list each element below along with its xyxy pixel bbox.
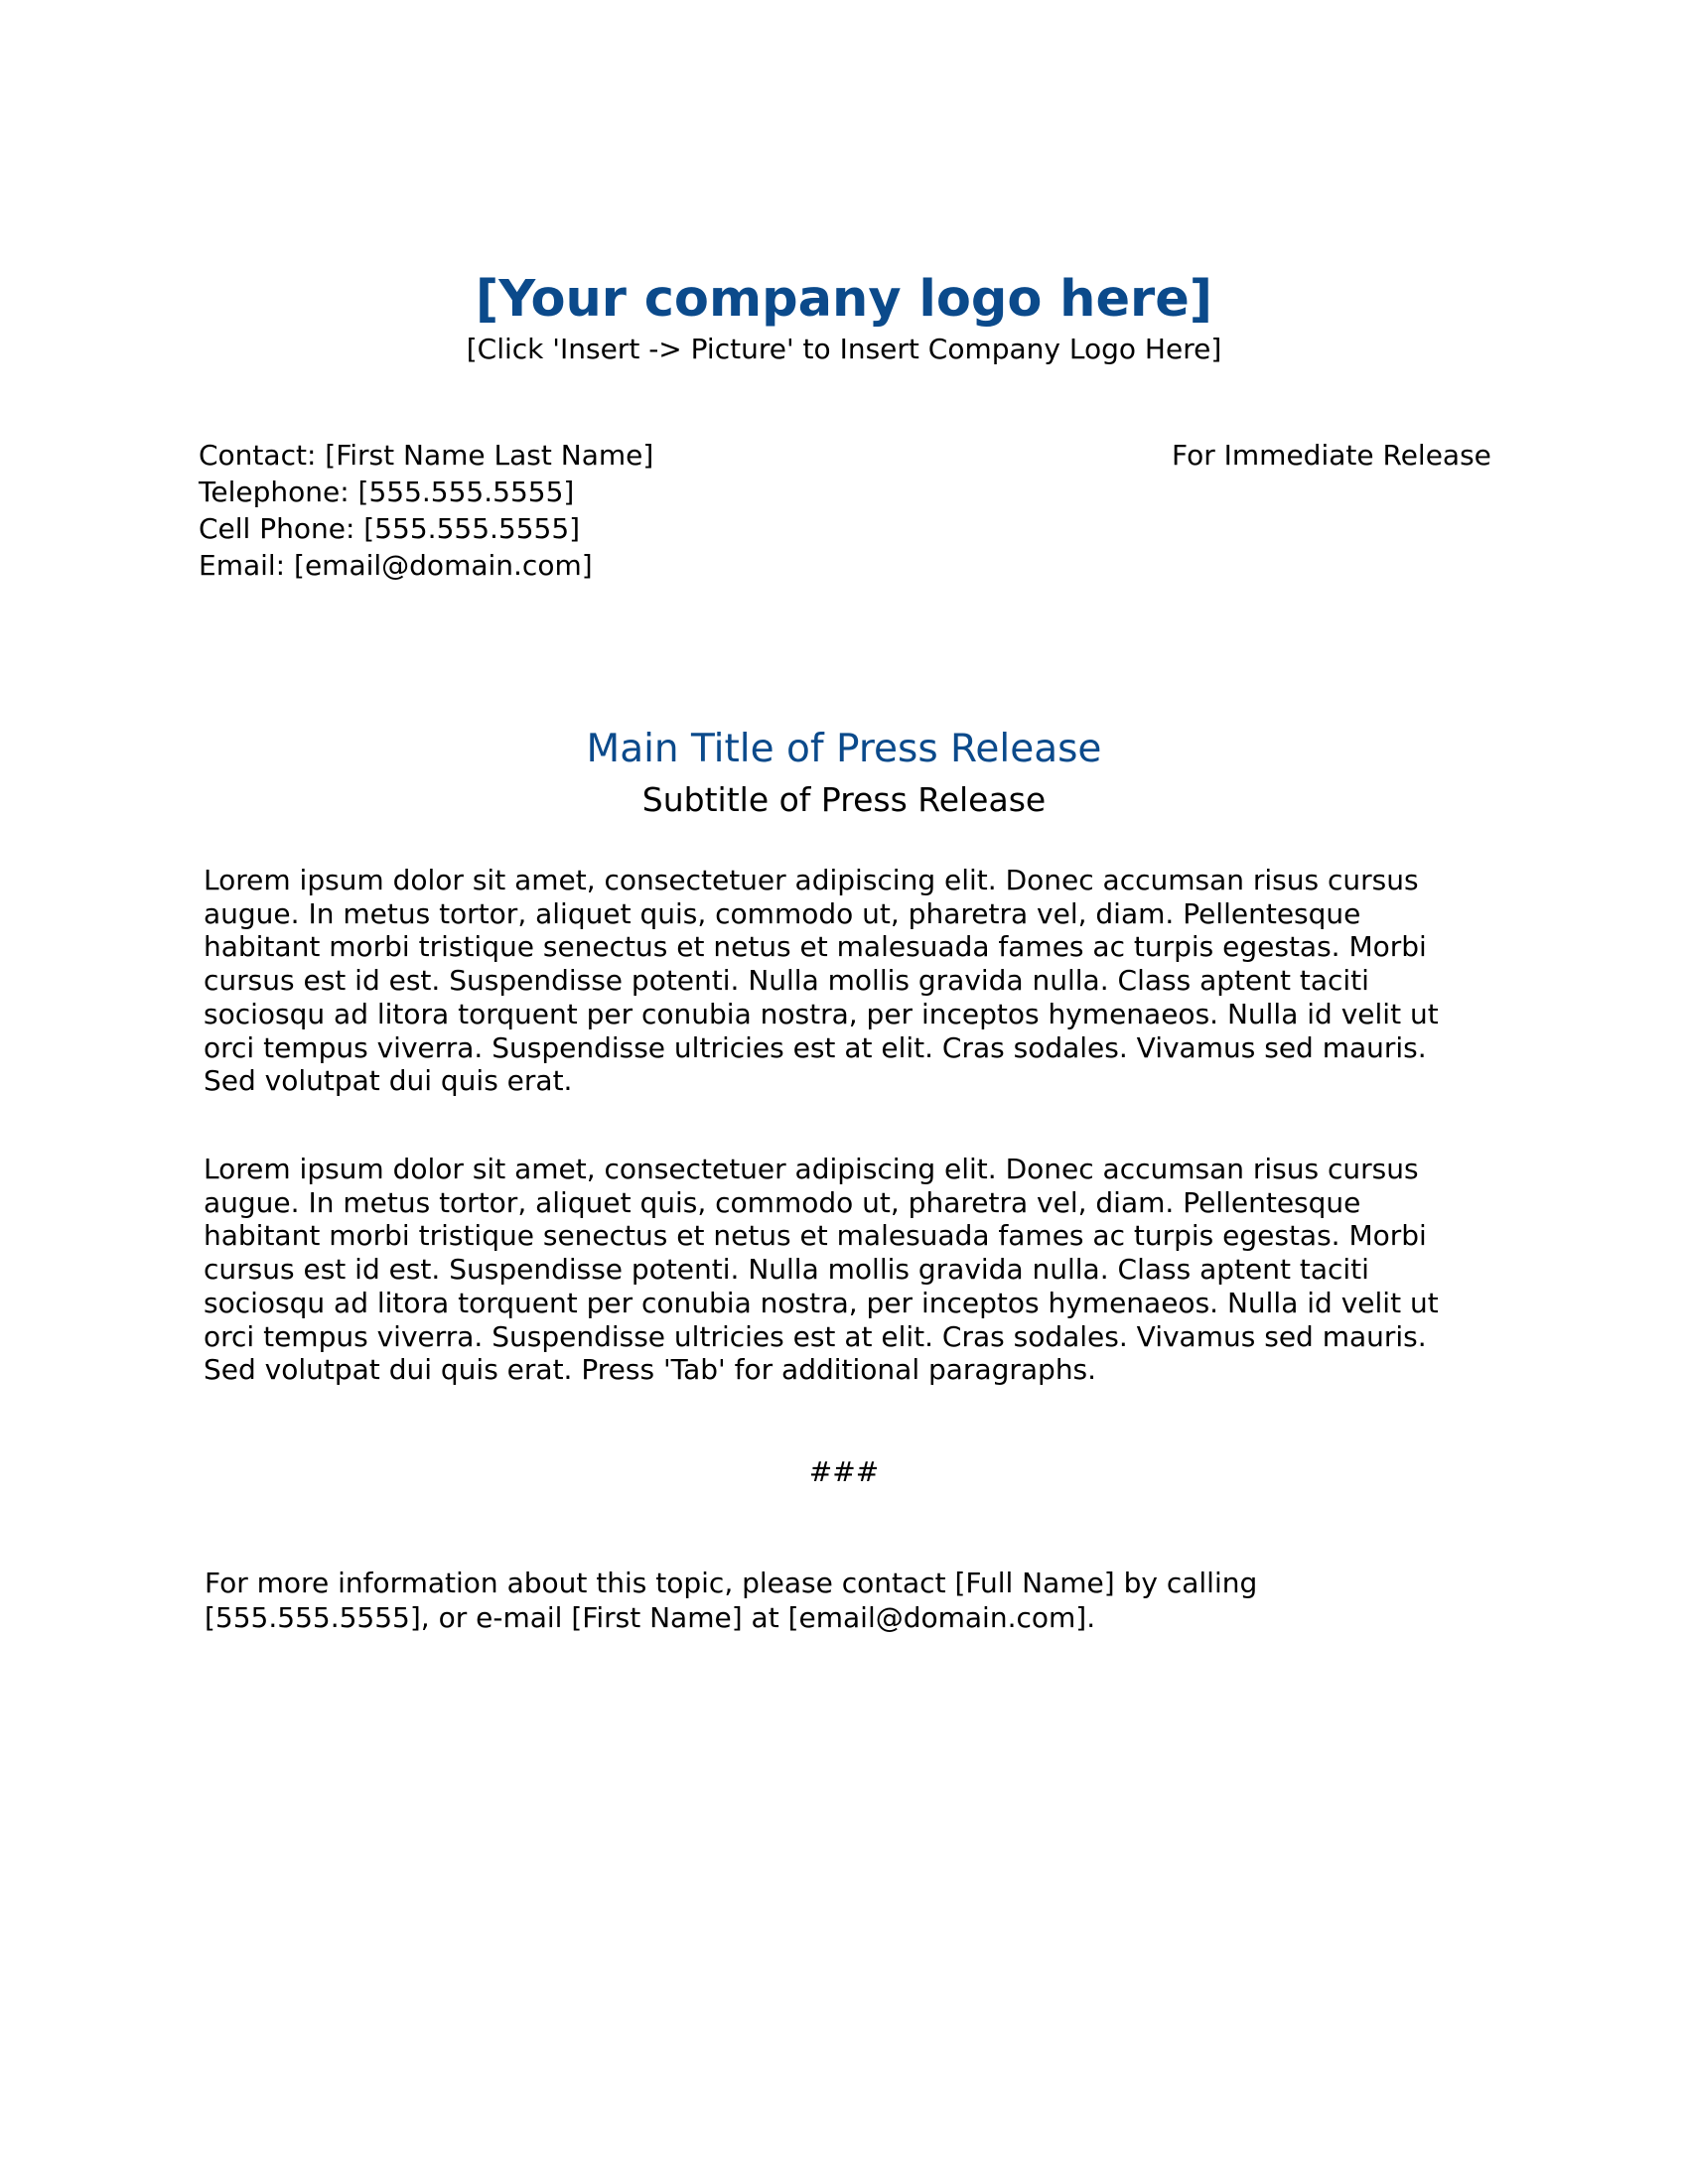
title-block <box>0 723 1688 824</box>
contact-info-block <box>199 437 653 584</box>
telephone-line: Telephone: [555.555.5555] <box>199 476 575 508</box>
logo-placeholder-block <box>0 268 1688 367</box>
press-release-title: Main Title of Press Release <box>586 727 1102 771</box>
end-of-release-mark: ### <box>808 1455 880 1488</box>
body-paragraph: Lorem ipsum dolor sit amet, consectetuer adipiscing elit. Donec accumsan risus cursus augue. In metus tortor, aliquet quis, commodo ut, pharetra vel, diam. Pellentesque habitant morbi tristique senectus et netus et malesuada fames ac turpis egestas. Morbi cursus est id est. Suspendisse potenti. Nulla mollis gravida nulla. Class aptent taciti sociosqu ad litora torquent per conubia nostra, per inceptos hymenaeos. Nulla id velit ut orci tempus viverra. Suspendisse ultricies est at elit. Cras sodales. Vivamus sed mauris. Sed volutpat dui quis erat. <box>204 864 1439 1098</box>
press-release-subtitle: Subtitle of Press Release <box>641 780 1047 819</box>
release-status: For Immediate Release <box>1172 439 1491 472</box>
more-info-note: For more information about this topic, please contact [Full Name] by calling [555.555.5555], or e-mail [First Name] at [email@domain.com]. <box>205 1567 1258 1634</box>
cell-phone-line: Cell Phone: [555.555.5555] <box>199 512 581 545</box>
company-logo-placeholder[interactable]: [Your company logo here] <box>475 270 1213 329</box>
contact-name-line: Contact: [First Name Last Name] <box>199 439 654 472</box>
email-line: Email: [email@domain.com] <box>199 549 593 582</box>
logo-insert-hint: [Click 'Insert -> Picture' to Insert Company Logo Here] <box>466 333 1222 365</box>
body-paragraph: Lorem ipsum dolor sit amet, consectetuer adipiscing elit. Donec accumsan risus cursus augue. In metus tortor, aliquet quis, commodo ut, pharetra vel, diam. Pellentesque habitant morbi tristique senectus et netus et malesuada fames ac turpis egestas. Morbi cursus est id est. Suspendisse potenti. Nulla mollis gravida nulla. Class aptent taciti sociosqu ad litora torquent per conubia nostra, per inceptos hymenaeos. Nulla id velit ut orci tempus viverra. Suspendisse ultricies est at elit. Cras sodales. Vivamus sed mauris. Sed volutpat dui quis erat. Press 'Tab' for additional paragraphs. <box>204 1153 1439 1387</box>
